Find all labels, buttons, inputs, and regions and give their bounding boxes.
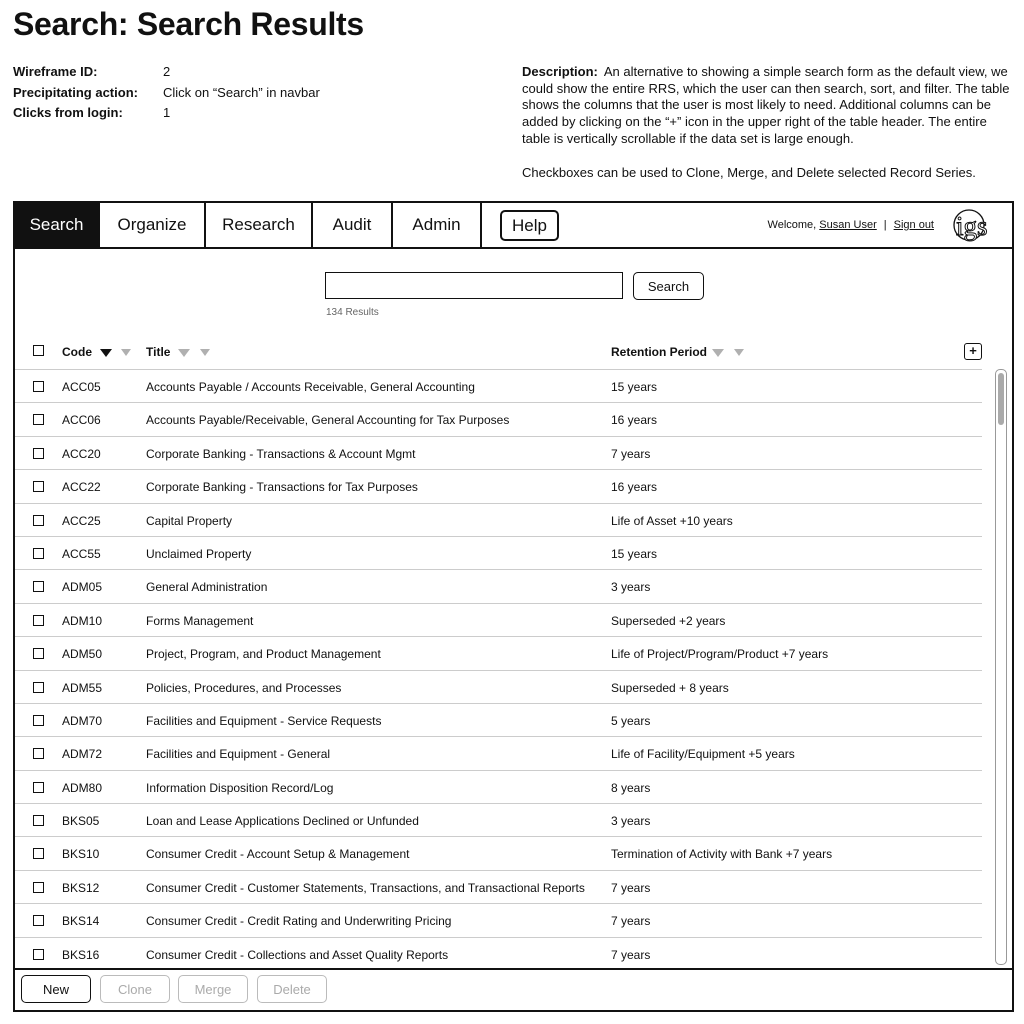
cell-code: ACC05 [62,380,101,394]
meta-row-precipitating-action [13,85,320,106]
cell-title: Loan and Lease Applications Declined or Unfunded [146,814,419,829]
cell-title: Information Disposition Record/Log [146,780,334,795]
separator: | [883,219,887,231]
cell-retention: Superseded +2 years [611,613,726,628]
cell-code: ADM50 [62,647,103,662]
tab-organize[interactable]: Organize [100,203,206,247]
table-row[interactable] [15,670,982,703]
wireframe-meta [13,64,320,126]
table-row[interactable] [15,903,982,936]
cell-retention: Life of Asset +10 years [611,513,733,528]
cell-retention: 16 years [611,413,658,428]
row-checkbox[interactable] [33,581,44,592]
cell-code: ADM72 [62,747,103,762]
table-row[interactable] [15,770,982,803]
table-row[interactable] [15,736,982,769]
welcome-area [768,219,934,231]
wireframe-description [522,64,1014,181]
cell-title: Consumer Credit - Account Setup & Management [146,847,410,862]
table-header [15,339,1012,369]
tab-research[interactable]: Research [206,203,313,247]
cell-code: BKS16 [62,947,100,962]
table-row[interactable] [15,536,982,569]
row-checkbox[interactable] [33,548,44,559]
new-button[interactable]: New [21,975,91,1003]
cell-code: BKS10 [62,847,100,862]
cell-code: BKS14 [62,914,100,929]
row-checkbox[interactable] [33,615,44,626]
table-row[interactable] [15,870,982,903]
cell-title: Consumer Credit - Credit Rating and Underwriting Pricing [146,914,452,929]
row-checkbox[interactable] [33,882,44,893]
row-checkbox[interactable] [33,515,44,526]
select-all-checkbox[interactable] [33,345,44,356]
row-checkbox[interactable] [33,481,44,492]
row-checkbox[interactable] [33,915,44,926]
cell-code: ADM05 [62,580,103,595]
row-checkbox[interactable] [33,782,44,793]
meta-value: 1 [163,105,171,120]
sort-icon[interactable] [178,349,190,357]
cell-retention: 3 years [611,814,651,829]
filter-icon[interactable] [734,349,744,356]
column-label-code: Code [62,345,92,359]
cell-retention: 16 years [611,480,658,495]
table-row[interactable] [15,503,982,536]
table-body [15,369,982,963]
table-row[interactable] [15,703,982,736]
table-row[interactable] [15,469,982,502]
cell-retention: Life of Project/Program/Product +7 years [611,647,829,662]
cell-code: ADM70 [62,713,103,728]
row-checkbox[interactable] [33,682,44,693]
description-note: Checkboxes can be used to Clone, Merge, and Delete selected Record Series. [522,164,976,180]
row-checkbox[interactable] [33,848,44,859]
cell-code: ACC20 [62,446,101,461]
row-checkbox[interactable] [33,381,44,392]
cell-retention: 15 years [611,380,658,394]
cell-code: ADM80 [62,780,103,795]
cell-code: ACC55 [62,546,101,561]
filter-icon[interactable] [121,349,131,356]
action-bar [15,968,1012,1010]
cell-code: BKS05 [62,814,100,829]
table-scrollbar[interactable] [995,369,1007,965]
user-link[interactable]: Susan User [819,219,877,231]
description-label: Description: [522,64,598,79]
cell-title: Facilities and Equipment - Service Requests [146,713,382,728]
welcome-text: Welcome, [767,219,817,231]
table-row[interactable] [15,603,982,636]
meta-label: Precipitating action: [13,84,138,100]
tab-admin[interactable]: Admin [393,203,482,247]
cell-retention: 15 years [611,546,658,561]
tab-audit[interactable]: Audit [313,203,393,247]
meta-value: Click on “Search” in navbar [163,84,320,100]
row-checkbox[interactable] [33,815,44,826]
row-checkbox[interactable] [33,648,44,659]
cell-title: Capital Property [146,513,233,528]
navbar [15,203,1012,249]
table-row[interactable] [15,836,982,869]
search-input[interactable] [325,272,623,299]
meta-label: Wireframe ID: [13,64,98,79]
clone-button[interactable]: Clone [100,975,170,1003]
cell-code: ADM55 [62,680,103,695]
sort-icon[interactable] [712,349,724,357]
meta-value: 2 [163,64,171,79]
table-row[interactable] [15,636,982,669]
igs-logo [952,207,1004,243]
cell-retention: Superseded + 8 years [611,680,729,695]
column-header-retention[interactable] [611,345,707,359]
sign-out-link[interactable]: Sign out [893,219,934,231]
cell-title: Forms Management [146,613,254,628]
cell-title: Consumer Credit - Collections and Asset Quality Reports [146,947,449,962]
table-row[interactable] [15,937,982,963]
table-row[interactable] [15,436,982,469]
cell-retention: 7 years [611,446,651,461]
description-text: An alternative to showing a simple search form as the default view, we could show the entire RRS, which the user can then search, sort, and filter. The table shows the columns that the user is most likely to need. Additional columns can be added by clicking on the “+” icon in the upper right of the table header. The entire table is vertically scrollable if the data set is large enough. [522,64,1010,146]
column-header-code[interactable] [62,345,92,359]
cell-title: Consumer Credit - Customer Statements, Transactions, and Transactional Reports [146,880,585,895]
cell-code: ACC22 [62,480,101,495]
table-row[interactable] [15,569,982,602]
cell-retention: 7 years [611,914,651,929]
row-checkbox[interactable] [33,448,44,459]
merge-button[interactable]: Merge [178,975,248,1003]
cell-retention: Life of Facility/Equipment +5 years [611,747,795,762]
cell-retention: 3 years [611,580,651,595]
cell-retention: Termination of Activity with Bank +7 years [611,847,833,862]
cell-retention: 7 years [611,947,651,962]
cell-code: BKS12 [62,880,100,895]
page-title: Search: Search Results [13,6,364,42]
cell-title: Policies, Procedures, and Processes [146,680,342,695]
search-button[interactable]: Search [633,272,704,300]
filter-icon[interactable] [200,349,210,356]
cell-title: Facilities and Equipment - General [146,747,331,762]
row-checkbox[interactable] [33,748,44,759]
column-header-title[interactable] [146,345,170,359]
result-count: 134 Results [326,307,379,318]
cell-code: ACC06 [62,413,101,428]
app-window [13,201,1014,1012]
help-button[interactable]: Help [500,210,559,241]
cell-code: ACC25 [62,513,101,528]
table-row[interactable] [15,803,982,836]
cell-title: General Administration [146,580,268,595]
cell-retention: 5 years [611,713,651,728]
scrollbar-thumb[interactable] [998,373,1004,425]
meta-label: Clicks from login: [13,105,123,120]
cell-code: ADM10 [62,613,103,628]
logo-text: igs [956,211,988,241]
cell-title: Unclaimed Property [146,546,252,561]
column-label-retention: Retention Period [611,345,708,359]
delete-button[interactable]: Delete [257,975,327,1003]
cell-title: Accounts Payable / Accounts Receivable, General Accounting [146,380,475,394]
row-checkbox[interactable] [33,414,44,425]
cell-title: Corporate Banking - Transactions & Account Mgmt [146,446,416,461]
meta-row-wireframe-id [13,64,320,85]
cell-title: Corporate Banking - Transactions for Tax Purposes [146,480,418,495]
table-row[interactable] [15,369,982,402]
tab-search[interactable]: Search [15,203,100,247]
row-checkbox[interactable] [33,949,44,960]
meta-row-clicks-from-login [13,105,320,126]
sort-descending-icon[interactable] [100,349,112,357]
cell-title: Accounts Payable/Receivable, General Accounting for Tax Purposes [146,413,510,428]
add-column-button[interactable]: + [964,343,982,360]
cell-title: Project, Program, and Product Management [146,647,381,662]
row-checkbox[interactable] [33,715,44,726]
table-row[interactable] [15,402,982,435]
cell-retention: 7 years [611,880,651,895]
cell-retention: 8 years [611,780,651,795]
column-label-title: Title [146,345,171,359]
